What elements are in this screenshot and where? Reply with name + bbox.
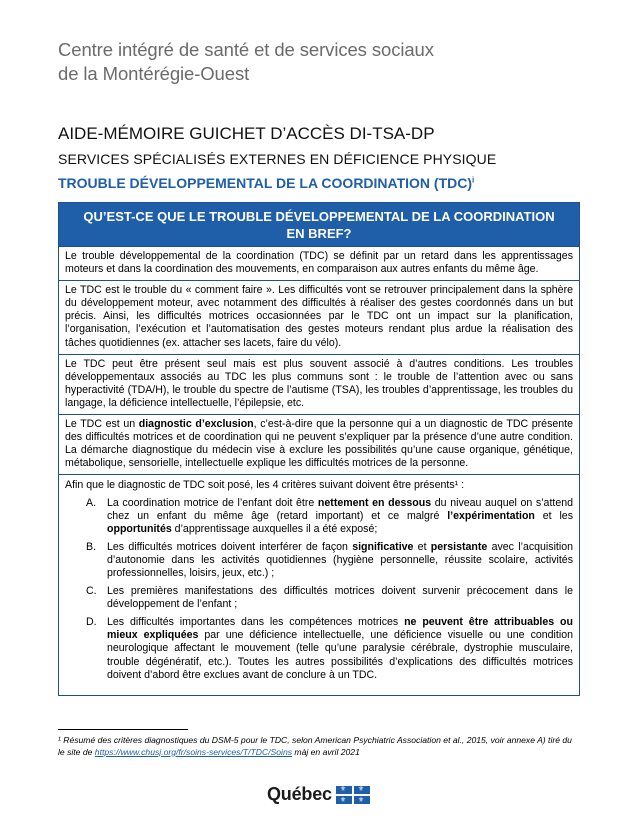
criterion-bold: significative [352,540,414,553]
criterion-text: Les premières manifestations des difficultés motrices doivent survenir précocement dans le développement de l’enfant ; [107,585,573,611]
paragraph-exclusion [59,415,579,475]
paragraph-associated-conditions: Le TDC peut être présent seul mais est plus souvent associé à d’autres conditions. Les troubles développementaux associés au TDC les plus communs sont : le trouble de l’attention avec ou sans hyperactivité (TDA/H), le trouble du spectre de l’autisme (TSA), les troubles d’apprentissage, les troubles du langage, la déficience intellectuelle, l’épilepsie, etc. [59,355,579,415]
footnote-divider [58,729,188,730]
criterion-d [65,616,573,681]
org-line-2: de la Montérégie-Ouest [58,63,250,84]
paragraph-comment-faire: Le TDC est le trouble du « comment faire ». Les difficultés vont se retrouver principalement dans la sphère du développement moteur, avec notamment des difficultés à réaliser des gestes coordonnés dans un but précis. Ainsi, les difficultés motrices occasionnées par le TDC ont un impact sur la planification, l’organisation, l’exécution et l’automatisation des gestes moteurs rendant plus ardue la réalisation des tâches quotidiennes (ex. attacher ses lacets, faire du vélo). [59,281,579,354]
fleur-de-lis-flag-icon: ⚜ ⚜ ⚜ ⚜ [336,786,370,804]
topic-title [58,175,474,191]
criterion-bold: ne peuvent être attribuables ou mieux expliquées [107,616,573,642]
footnote-link[interactable]: https://www.chusj.org/fr/soins-services/T/TDC/Soins [94,746,293,757]
document-title: AIDE-MÉMOIRE GUICHET D’ACCÈS DI-TSA-DP [58,124,435,143]
organization-name [58,38,434,86]
footnote [58,735,578,758]
org-line-1: Centre intégré de santé et de services sociaux [58,39,434,60]
exclusion-text-1: Le TDC est un [65,418,139,431]
paragraph-definition: Le trouble développemental de la coordination (TDC) se définit par un retard dans les apprentissages moteurs et dans la coordination des mouvements, en comparaison aux autres enfants du même âge. [59,247,579,281]
exclusion-bold: diagnostic d’exclusion [138,418,254,431]
criteria-list [65,497,573,682]
topic-title-text: TROUBLE DÉVELOPPEMENTAL DE LA COORDINATION (TDC) [58,175,473,191]
criterion-letter: C. [86,585,97,598]
criterion-a [65,497,573,536]
exclusion-text-2: , c’est-à-dire que la personne qui a un diagnostic de TDC présente des difficultés motrices et de coordination qui ne peuvent s’expliquer par la présence d’une autre condition. La démarche diagnostique du médecin vise à exclure les possibilités qu’une cause organique, génétique, métabolique, sensorielle, intellectuelle explique les difficultés motrices de la personne. [65,418,573,470]
criteria-intro: Afin que le diagnostic de TDC soit posé, les 4 critères suivant doivent être présents¹ : [65,479,465,492]
footnote-text: ¹ Résumé des critères diagnostiques du DSM-5 pour le TDC, selon American Psychiatric Association et al., 2015, voir annexe A) tiré du le site de [58,735,572,757]
criterion-text: La coordination motrice de l’enfant doit être [107,496,318,509]
topic-title-sup: i [472,175,475,185]
criterion-text: et [413,540,431,553]
criterion-text: et les [534,509,573,522]
quebec-logo [267,784,370,805]
document-subtitle: SERVICES SPÉCIALISÉS EXTERNES EN DÉFICIENCE PHYSIQUE [58,151,497,167]
quebec-wordmark: Québec [267,784,332,804]
paragraph-criteria [59,475,579,690]
criterion-letter: B. [86,540,97,553]
criterion-text: du niveau auquel on s’attend chez un enfant du même âge (retard important) et ce malgré [107,496,573,522]
criterion-text: Les difficultés motrices doivent interférer de façon [107,540,353,553]
criterion-text: avec l’acquisition d’autonomie dans les activités quotidiennes (hygiène personnelle, réussite scolaire, activités professionnelles, loisirs, jeux, etc.) ; [107,540,573,579]
criterion-bold: nettement en dessous [317,496,432,509]
criterion-letter: D. [86,616,97,629]
criterion-bold: persistante [430,540,488,553]
criterion-text: Les difficultés importantes dans les compétences motrices [107,616,405,629]
info-box [58,202,580,696]
criterion-c [65,585,573,611]
criterion-bold: opportunités [107,522,172,535]
criterion-b [65,541,573,580]
criterion-bold: l’expérimentation [447,509,535,522]
criterion-text: d’apprentissage auxquelles il a été exposé; [171,522,378,535]
info-box-heading: QU’EST-CE QUE LE TROUBLE DÉVELOPPEMENTAL DE LA COORDINATION EN BREF? [59,203,579,247]
footnote-date: màj en avril 2021 [292,746,360,757]
criterion-text: par une déficience intellectuelle, une déficience visuelle ou une condition neurologique affectant le mouvement (telle qu’une paralysie cérébrale, dystrophie musculaire, trouble dégénératif, etc.). Toutes les autres possibilités d’explications des difficultés motrices doivent d’abord être exclues avant de conclure à un TDC. [107,629,573,681]
criterion-letter: A. [86,496,97,509]
